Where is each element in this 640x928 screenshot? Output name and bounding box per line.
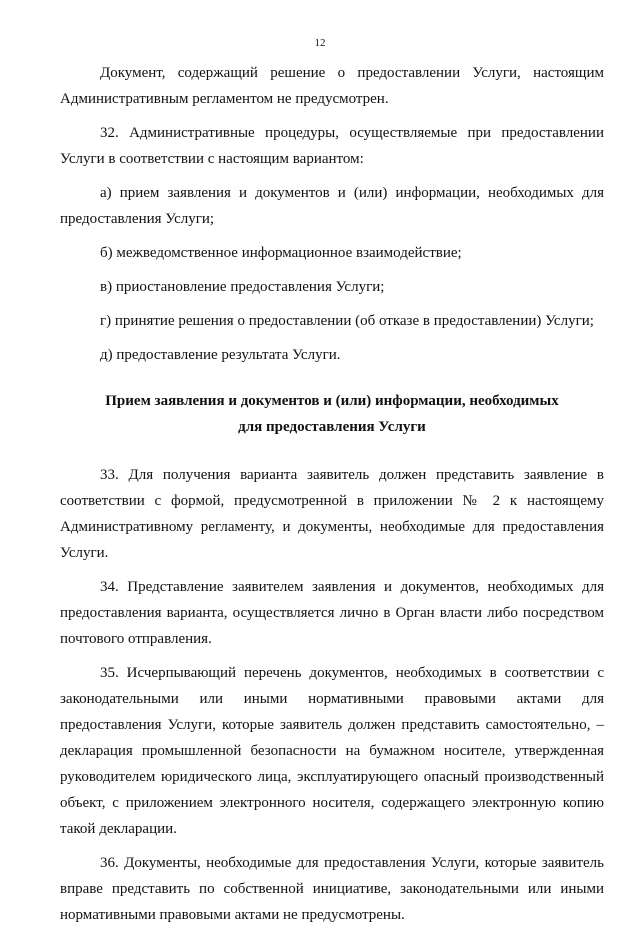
section-heading-line-2: для предоставления Услуги xyxy=(238,419,426,435)
paragraph-36: 36. Документы, необходимые для предоставления Услуги, которые заявитель вправе представить по собственной инициативе, законодательными или иными нормативными правовыми актами не предусмотрены. xyxy=(60,855,604,923)
paragraph-34: 34. Представление заявителем заявления и документов, необходимых для предоставления варианта, осуществляется лично в Орган власти либо посредством почтового отправления. xyxy=(60,579,604,647)
paragraph-document-not-provided: Документ, содержащий решение о предоставлении Услуги, настоящим Административным регламентом не предусмотрен. xyxy=(60,65,604,107)
section-heading-line-1: Прием заявления и документов и (или) информации, необходимых xyxy=(105,393,559,409)
paragraph-33: 33. Для получения варианта заявитель должен представить заявление в соответствии с формой, предусмотренной в приложении № 2 к настоящему Административному регламенту, и документы, необходимые для предоставления Услуги. xyxy=(60,467,604,561)
list-item-v: в) приостановление предоставления Услуги; xyxy=(100,279,385,295)
list-item-a: а) прием заявления и документов и (или) информации, необходимых для предоставления Услуги; xyxy=(60,185,604,227)
paragraph-35: 35. Исчерпывающий перечень документов, необходимых в соответствии с законодательными или иными нормативными правовыми актами для предоставления Услуги, которые заявитель должен представить самостоятельно, – декларация промышленной безопасности на бумажном носителе, утвержденная руководителем юридического лица, эксплуатирующего опасный производственный объект, с приложением электронного носителя, содержащего электронную копию такой декларации. xyxy=(60,665,604,837)
list-item-d: д) предоставление результата Услуги. xyxy=(100,347,341,363)
document-body xyxy=(60,60,604,928)
procedures-list xyxy=(60,180,604,368)
list-item-g: г) принятие решения о предоставлении (об отказе в предоставлении) Услуги; xyxy=(100,313,594,329)
list-item-b: б) межведомственное информационное взаимодействие; xyxy=(100,245,462,261)
paragraph-32-intro: 32. Административные процедуры, осуществляемые при предоставлении Услуги в соответствии с настоящим вариантом: xyxy=(60,125,604,167)
section-heading xyxy=(60,388,604,440)
page-number: 12 xyxy=(314,37,326,49)
